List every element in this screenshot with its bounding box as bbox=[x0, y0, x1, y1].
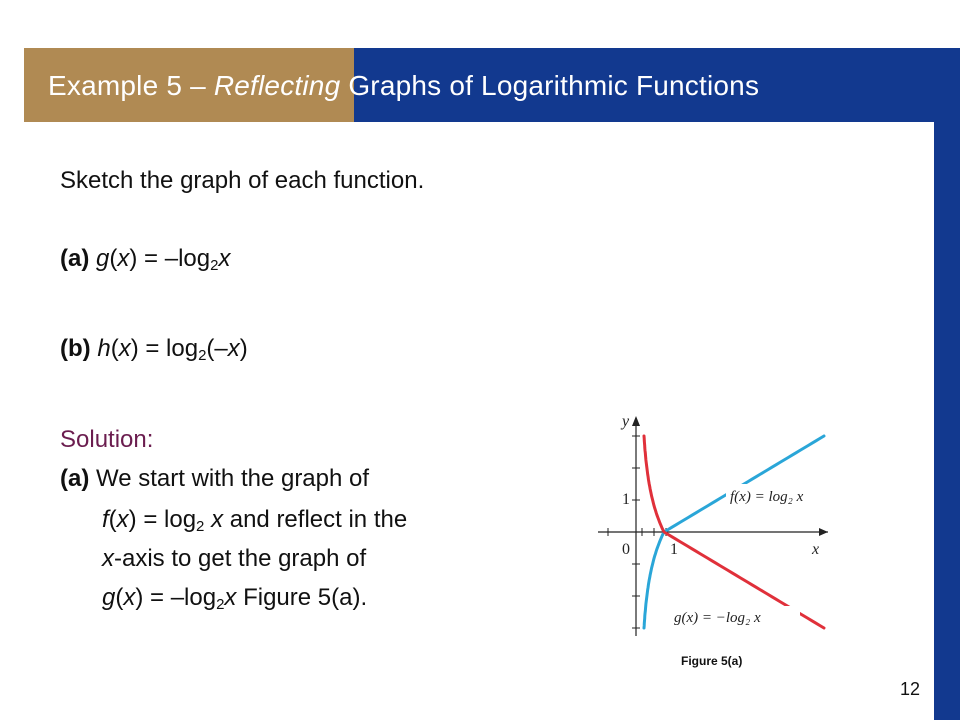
solution-line-2-base: 2 bbox=[196, 518, 205, 535]
part-a-fn: g bbox=[96, 245, 110, 272]
solution-line-2-fn: f bbox=[102, 506, 109, 533]
y-axis-arrow bbox=[632, 416, 640, 426]
chart-axes bbox=[598, 416, 828, 636]
title-prefix: Example 5 – bbox=[48, 70, 214, 101]
solution-line-3 bbox=[102, 544, 366, 574]
part-b-var: x bbox=[118, 335, 131, 362]
tick-label-y-1: 1 bbox=[622, 491, 630, 508]
part-b-arg: x bbox=[227, 335, 240, 362]
solution-line-2-mid: ) = log bbox=[128, 506, 197, 533]
part-a-equation: (a) $g(x) = -\log_2x$ bbox=[60, 245, 231, 274]
part-b-equation: (b) $h(x) = \log_2(-x)$ bbox=[60, 335, 248, 364]
y-axis-label: y bbox=[622, 413, 630, 430]
solution-line-2-var: x bbox=[116, 506, 129, 533]
part-b-mid: ) = log bbox=[130, 335, 199, 362]
solution-line-3-tail: -axis to get the graph of bbox=[114, 545, 367, 572]
slide-title bbox=[48, 66, 759, 106]
solution-line-4-var: x bbox=[123, 584, 136, 611]
solution-line-4-base: 2 bbox=[216, 596, 225, 613]
solution-label: (a) bbox=[60, 465, 90, 492]
part-b-label: (b) bbox=[60, 335, 91, 362]
title-suffix: Graphs of Logarithmic Functions bbox=[340, 70, 760, 101]
series-f-label: f(x) = log₂ x bbox=[730, 489, 804, 505]
solution-heading: Solution: bbox=[60, 426, 154, 453]
chart-labels bbox=[620, 413, 836, 628]
part-a-var: x bbox=[117, 245, 130, 272]
solution-line-1-text: We start with the graph of bbox=[89, 465, 370, 492]
intro-text: Sketch the graph of each function. bbox=[60, 167, 425, 194]
x-axis-arrow bbox=[819, 528, 828, 536]
solution-line-1 bbox=[60, 464, 369, 494]
solution-line-2: $f(x) = \log_2 x$ and reflect in the bbox=[102, 506, 408, 535]
part-a-arg: x bbox=[218, 245, 231, 272]
series-g-label: g(x) = −log₂ x bbox=[674, 610, 761, 626]
part-b-post: ) bbox=[239, 335, 248, 362]
log-graph bbox=[584, 408, 848, 642]
tick-label-x-1: 1 bbox=[670, 541, 678, 558]
solution-line-4: $g(x) = -\log_2x$ Figure 5(a). bbox=[102, 584, 368, 613]
title-italic: Reflecting bbox=[213, 70, 341, 101]
page-number: 12 bbox=[900, 679, 921, 699]
figure-5a bbox=[584, 408, 848, 642]
solution-line-4-fn: g bbox=[102, 584, 116, 611]
solution-line-4-tail: Figure 5(a). bbox=[236, 584, 368, 611]
part-a-label: (a) bbox=[60, 245, 90, 272]
right-accent-bar bbox=[934, 48, 960, 720]
solution-line-3-var: x bbox=[102, 545, 114, 572]
part-a-base: 2 bbox=[210, 257, 219, 274]
solution-line-2-tail: and reflect in the bbox=[223, 506, 408, 533]
part-a-mid: ) = –log bbox=[129, 245, 211, 272]
part-b-fn: h bbox=[97, 335, 111, 362]
part-b-base: 2 bbox=[198, 347, 207, 364]
solution-line-4-mid: ) = –log bbox=[135, 584, 217, 611]
solution-line-4-arg: x bbox=[224, 584, 237, 611]
figure-caption: Figure 5(a) bbox=[681, 654, 743, 668]
part-b-pre: (– bbox=[206, 335, 228, 362]
tick-label-origin: 0 bbox=[622, 541, 630, 558]
solution-line-2-arg: x bbox=[211, 506, 224, 533]
x-axis-label: x bbox=[812, 541, 820, 558]
